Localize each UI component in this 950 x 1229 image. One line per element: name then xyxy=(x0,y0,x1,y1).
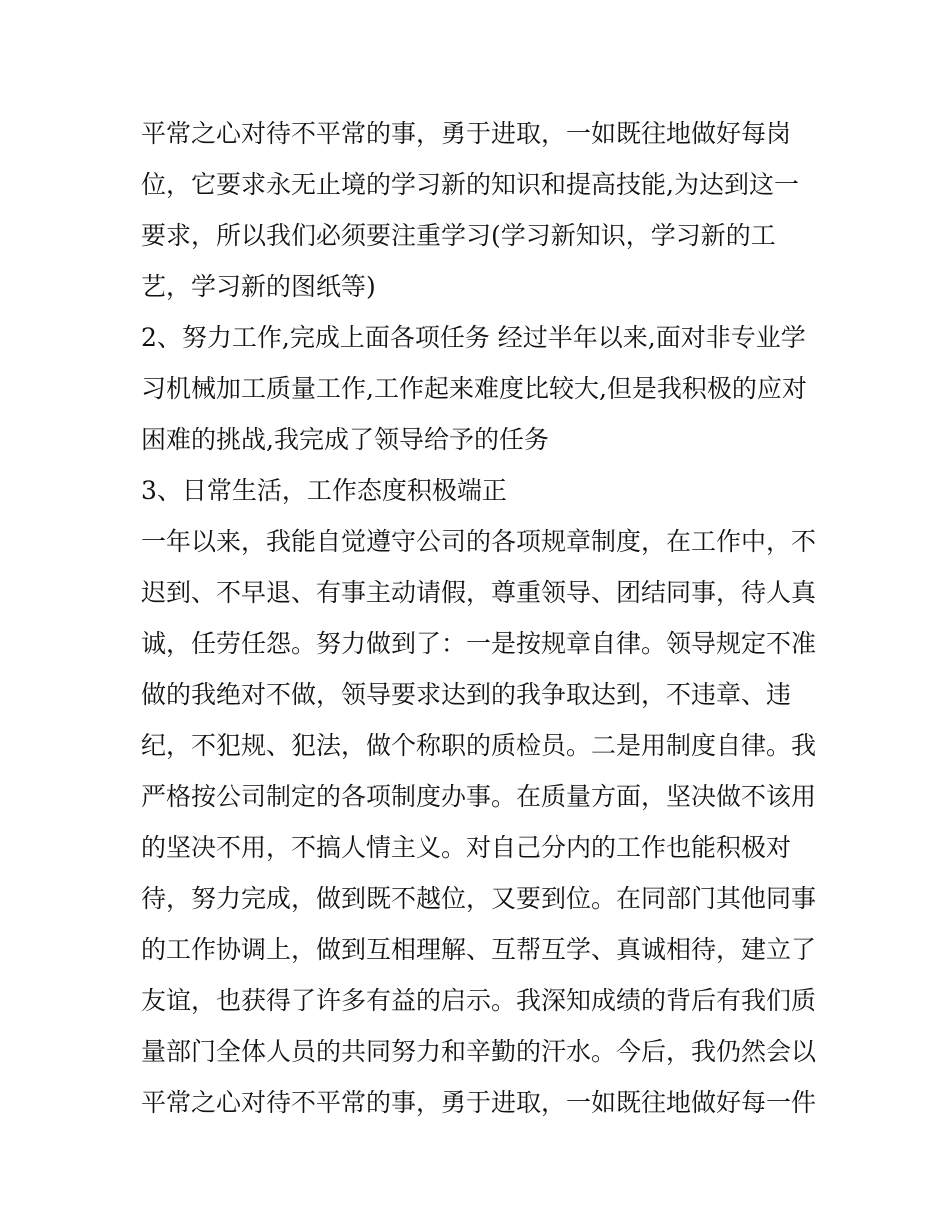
text-line: 友谊，也获得了许多有益的启示。我深知成绩的背后有我们质 xyxy=(141,986,817,1015)
text-line: 要求，所以我们必须要注重学习(学习新知识，学习新的工 xyxy=(141,221,776,250)
text-line: 诚，任劳任怨。努力做到了：一是按规章自律。领导规定不准 xyxy=(141,629,817,658)
text-line: 迟到、不早退、有事主动请假，尊重领导、团结同事，待人真 xyxy=(141,578,817,607)
text-line: 严格按公司制定的各项制度办事。在质量方面，坚决做不该用 xyxy=(141,782,817,811)
section-heading-3: 3、日常生活，工作态度积极端正 xyxy=(141,476,507,505)
text-line: 量部门全体人员的共同努力和辛勤的汗水。今后，我仍然会以 xyxy=(141,1037,817,1066)
text-line: 待，努力完成，做到既不越位，又要到位。在同部门其他同事 xyxy=(141,884,817,913)
text-line: 平常之心对待不平常的事，勇于进取，一如既往地做好每一件 xyxy=(141,1088,817,1117)
document-body xyxy=(141,108,831,1128)
text-line: 困难的挑战,我完成了领导给予的任务 xyxy=(141,425,549,454)
text-line: 一年以来，我能自觉遵守公司的各项规章制度，在工作中，不 xyxy=(141,527,817,556)
text-line: 的工作协调上，做到互相理解、互帮互学、真诚相待，建立了 xyxy=(141,935,817,964)
text-line: 纪，不犯规、犯法，做个称职的质检员。二是用制度自律。我 xyxy=(141,731,817,760)
section-heading-2: 2、努力工作,完成上面各项任务 经过半年以来,面对非专业学 xyxy=(141,323,806,352)
text-line: 平常之心对待不平常的事，勇于进取，一如既往地做好每岗 xyxy=(141,119,792,148)
text-line: 的坚决不用，不搞人情主义。对自己分内的工作也能积极对 xyxy=(141,833,792,862)
text-line: 艺，学习新的图纸等) xyxy=(141,272,376,301)
text-line: 习机械加工质量工作,工作起来难度比较大,但是我积极的应对 xyxy=(141,374,807,403)
text-line: 位，它要求永无止境的学习新的知识和提高技能,为达到这一 xyxy=(141,170,799,199)
text-line: 做的我绝对不做，领导要求达到的我争取达到，不违章、违 xyxy=(141,680,792,709)
